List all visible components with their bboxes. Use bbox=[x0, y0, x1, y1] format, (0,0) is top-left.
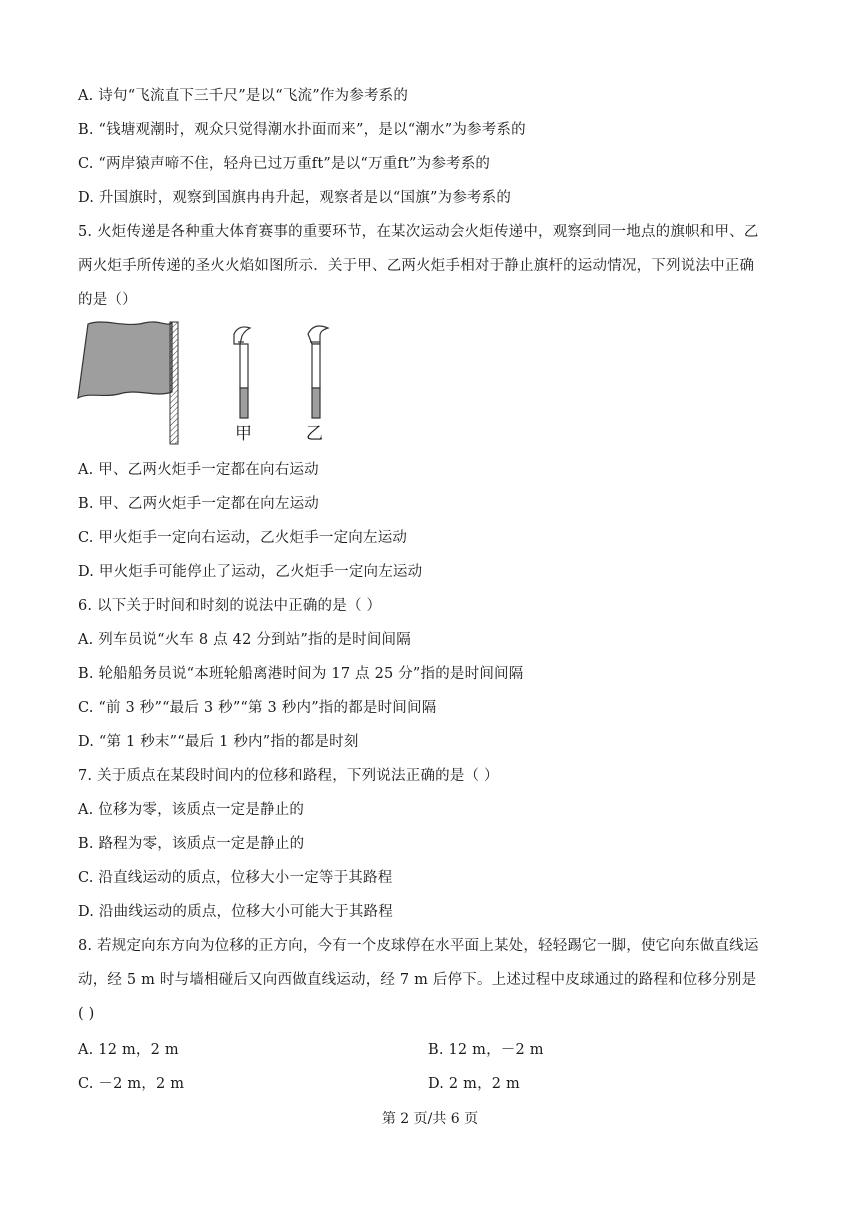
q6-option-c: C. “前 3 秒”“最后 3 秒”“第 3 秒内”指的都是时间间隔 bbox=[78, 700, 437, 716]
q6-option-b: B. 轮船船务员说“本班轮船离港时间为 17 点 25 分”指的是时间间隔 bbox=[78, 666, 524, 682]
q5-figure bbox=[74, 318, 344, 448]
q7-option-c: C. 沿直线运动的质点，位移大小一定等于其路程 bbox=[78, 870, 393, 886]
q7-option-b: B. 路程为零，该质点一定是静止的 bbox=[78, 836, 305, 852]
q5-stem-line-1: 5. 火炬传递是各种重大体育赛事的重要环节，在某次运动会火炬传递中，观察到同一地点的旗帜和甲、乙 bbox=[78, 224, 759, 240]
torch-label-jia: 甲 bbox=[235, 424, 252, 444]
q4-option-c: C. “两岸猿声啼不住，轻舟已过万重ft”是以“万重ft”为参考系的 bbox=[78, 156, 491, 172]
q5-stem-line-3: 的是（） bbox=[78, 292, 137, 308]
q5-option-d: D. 甲火炬手可能停止了运动，乙火炬手一定向左运动 bbox=[78, 564, 423, 580]
q5-option-c: C. 甲火炬手一定向右运动，乙火炬手一定向左运动 bbox=[78, 530, 408, 546]
q4-option-b: B. “钱塘观潮时，观众只觉得潮水扑面而来”，是以“潮水”为参考系的 bbox=[78, 122, 526, 138]
q8-option-c: C. －2 m，2 m bbox=[78, 1076, 185, 1092]
q8-stem-line-3: ( ) bbox=[78, 1006, 95, 1022]
q6-stem: 6. 以下关于时间和时刻的说法中正确的是（ ） bbox=[78, 598, 382, 614]
flag-icon bbox=[78, 322, 172, 398]
q6-option-a: A. 列车员说“火车 8 点 42 分到站”指的是时间间隔 bbox=[78, 632, 411, 648]
torch-label-yi: 乙 bbox=[306, 424, 323, 444]
q4-option-d: D. 升国旗时，观察到国旗冉冉升起，观察者是以“国旗”为参考系的 bbox=[78, 190, 512, 206]
q4-option-a: A. 诗句“飞流直下三千尺”是以“飞流”作为参考系的 bbox=[78, 88, 409, 104]
q5-stem-line-2: 两火炬手所传递的圣火火焰如图所示．关于甲、乙两火炬手相对于静止旗杆的运动情况，下列说法中正确 bbox=[78, 258, 755, 274]
q5-option-a: A. 甲、乙两火炬手一定都在向右运动 bbox=[78, 462, 319, 478]
q5-option-b: B. 甲、乙两火炬手一定都在向左运动 bbox=[78, 496, 319, 512]
page-footer: 第 2 页/共 6 页 bbox=[381, 1111, 479, 1127]
flagpole bbox=[170, 322, 178, 444]
q8-option-b: B. 12 m，－2 m bbox=[428, 1042, 544, 1058]
torch-yi-icon bbox=[308, 326, 328, 418]
q7-stem: 7. 关于质点在某段时间内的位移和路程，下列说法正确的是（ ） bbox=[78, 768, 499, 784]
q6-option-d: D. “第 1 秒末”“最后 1 秒内”指的都是时刻 bbox=[78, 734, 359, 750]
q8-option-d: D. 2 m，2 m bbox=[428, 1076, 520, 1092]
q8-option-a: A. 12 m，2 m bbox=[78, 1042, 179, 1058]
flag-and-torches-diagram bbox=[74, 318, 344, 448]
q7-option-d: D. 沿曲线运动的质点，位移大小可能大于其路程 bbox=[78, 904, 393, 920]
q8-stem-line-1: 8. 若规定向东方向为位移的正方向，今有一个皮球停在水平面上某处，轻轻踢它一脚，使它向东做直线运 bbox=[78, 938, 759, 954]
torch-jia-icon bbox=[234, 327, 250, 418]
q7-option-a: A. 位移为零，该质点一定是静止的 bbox=[78, 802, 305, 818]
q8-stem-line-2: 动，经 5 m 时与墙相碰后又向西做直线运动，经 7 m 后停下。上述过程中皮球通过的路程和位移分别是 bbox=[78, 972, 757, 988]
